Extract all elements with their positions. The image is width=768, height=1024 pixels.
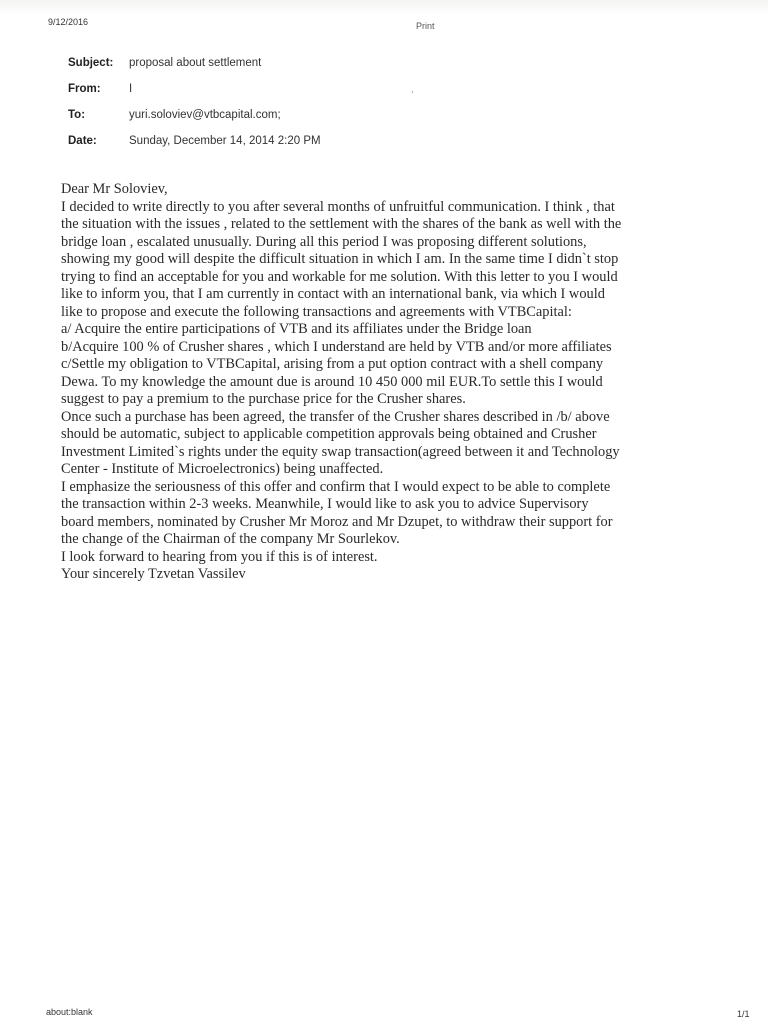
letter-line: I look forward to hearing from you if this is of interest.	[61, 548, 378, 565]
subject-label: Subject:	[68, 57, 114, 69]
to-label: To:	[68, 109, 86, 121]
letter-line: the situation with the issues , related to the settlement with the shares of the bank as well with the	[61, 216, 622, 232]
email-header	[68, 50, 414, 154]
subject-value: proposal about settlement	[129, 57, 262, 69]
letter-line: a/ Acquire the entire participations of VTB and its affiliates under the Bridge loan	[61, 321, 532, 337]
letter-line: c/Settle my obligation to VTBCapital, arising from a put option contract with a shell company	[61, 356, 604, 372]
letter-line: showing my good will despite the difficult situation in which I am. In the same time I didn`t stop	[61, 251, 619, 267]
letter-line: Your sincerely Tzvetan Vassilev	[61, 566, 246, 582]
to-value: yuri.soloviev@vtbcapital.com;	[129, 109, 281, 121]
date-value: Sunday, December 14, 2014 2:20 PM	[129, 135, 321, 147]
print-title: Print	[416, 21, 435, 31]
letter-line: the transaction within 2-3 weeks. Meanwhile, I would like to ask you to advice Supervisory	[61, 496, 589, 512]
from-row	[68, 76, 414, 102]
footer-page-number: 1/1	[737, 1009, 750, 1019]
subject-row	[68, 50, 321, 76]
letter-line: Investment Limited`s rights under the equity swap transaction(agreed between it and Technology	[61, 443, 620, 460]
letter-line: bridge loan , escalated unusually. During all this period I was proposing different solutions,	[61, 233, 587, 250]
print-date: 9/12/2016	[48, 17, 89, 27]
letter-line: the change of the Chairman of the company Mr Sourlekov.	[61, 531, 400, 547]
from-redaction-mark: ,	[411, 83, 414, 95]
from-value: I	[129, 83, 133, 95]
from-label: From:	[68, 83, 101, 95]
letter-line: Dewa. To my knowledge the amount due is around 10 450 000 mil EUR.To settle this I would	[61, 373, 603, 390]
to-row	[68, 102, 321, 128]
letter-line: suggest to pay a premium to the purchase price for the Crusher shares.	[61, 391, 466, 407]
letter-line: like to propose and execute the following transactions and agreements with VTBCapital:	[61, 303, 572, 320]
letter-line: I decided to write directly to you after several months of unfruitful communication. I think , that	[61, 198, 615, 215]
letter-line: b/Acquire 100 % of Crusher shares , which I understand are held by VTB and/or more affiliates	[61, 338, 612, 355]
letter-line: Once such a purchase has been agreed, the transfer of the Crusher shares described in /b/ above	[61, 408, 610, 425]
letter-line: Dear Mr Soloviev,	[61, 181, 168, 197]
letter-line: I emphasize the seriousness of this offer and confirm that I would expect to be able to complete	[61, 478, 611, 495]
letter-body	[61, 181, 751, 584]
date-label: Date:	[68, 135, 97, 147]
footer-url: about:blank	[46, 1007, 93, 1017]
letter-line: trying to find an acceptable for you and workable for me solution. With this letter to you I would	[61, 268, 618, 285]
letter-line: should be automatic, subject to applicable competition approvals being obtained and Crusher	[61, 426, 597, 442]
letter-line: like to inform you, that I am currently in contact with an international bank, via which I would	[61, 286, 605, 302]
letter-line: Center - Institute of Microelectronics) being unaffected.	[61, 461, 384, 477]
date-row	[68, 128, 321, 154]
letter-line: board members, nominated by Crusher Mr Moroz and Mr Dzupet, to withdraw their support for	[61, 513, 613, 530]
